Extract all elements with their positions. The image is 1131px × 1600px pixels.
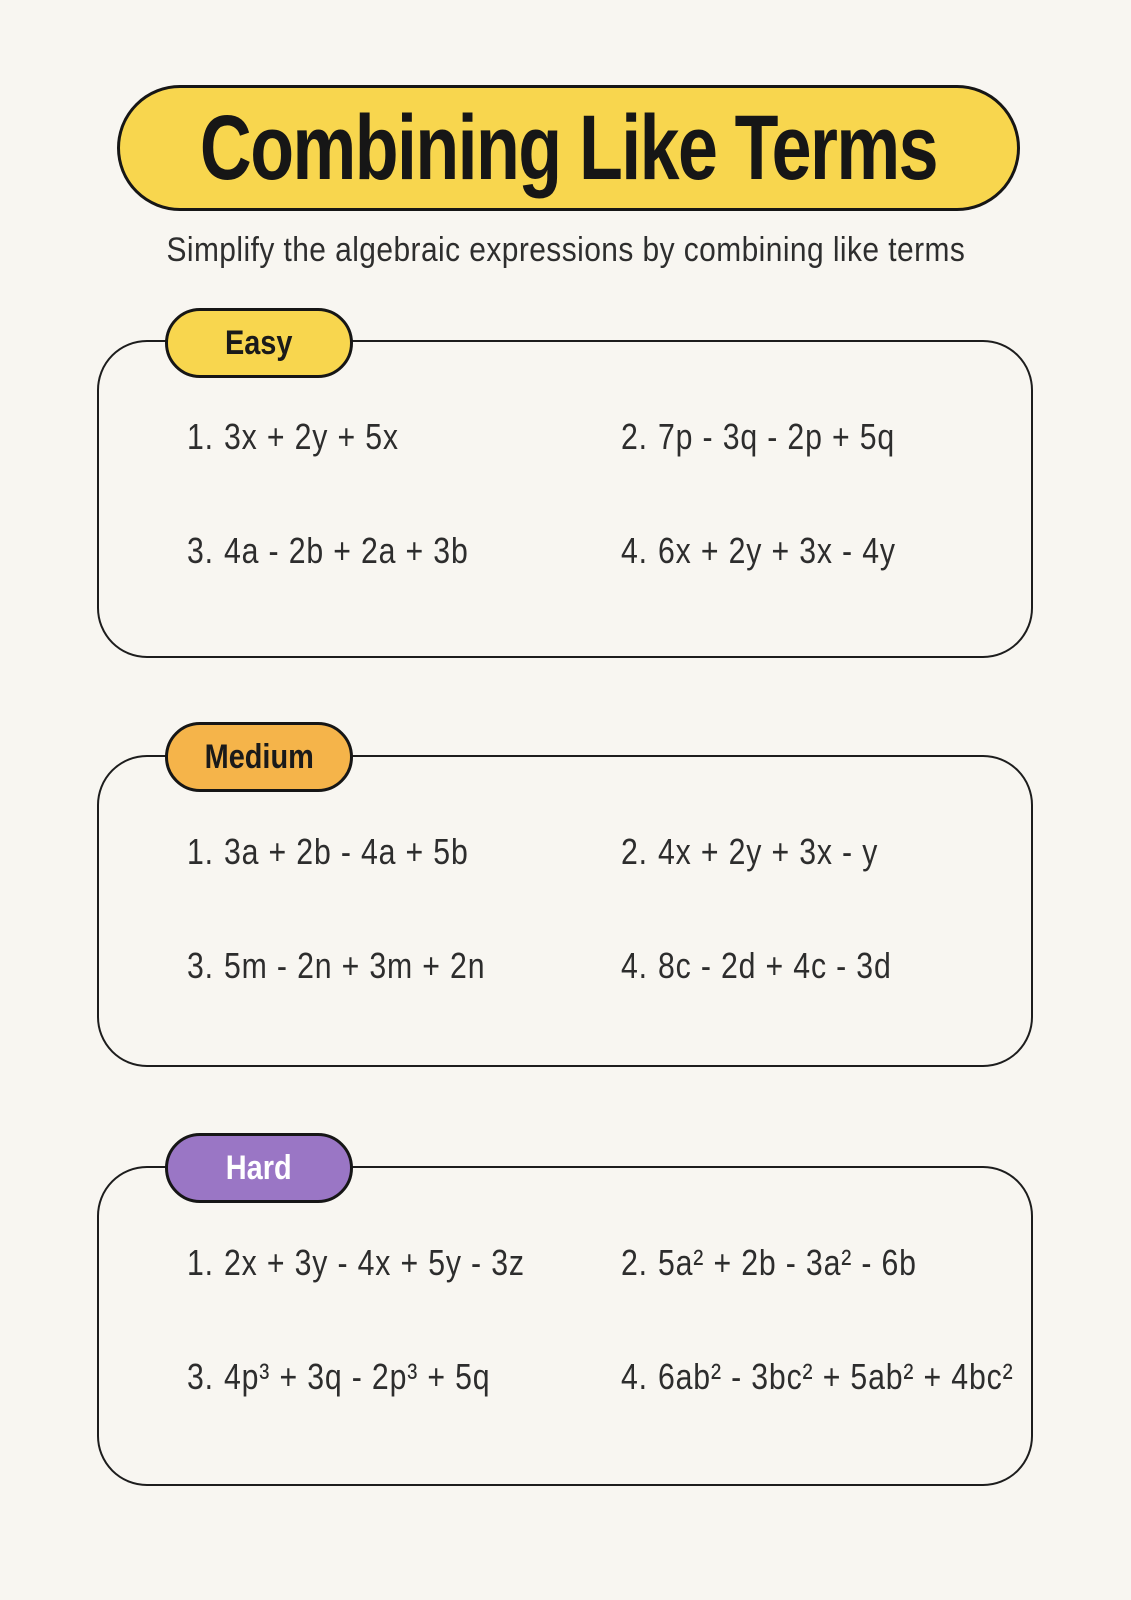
problem-hard-4 — [621, 1355, 1013, 1399]
problem-medium-1 — [187, 830, 469, 874]
subtitle — [0, 231, 1131, 270]
badge-hard — [165, 1133, 353, 1203]
problem-hard-1 — [187, 1241, 525, 1285]
problem-number: 4. — [621, 945, 648, 986]
section-easy — [97, 340, 1033, 658]
problem-easy-1 — [187, 415, 399, 459]
problem-medium-4 — [621, 944, 892, 988]
problem-easy-4 — [621, 529, 896, 573]
problem-expression: 4a - 2b + 2a + 3b — [223, 530, 469, 571]
problem-expression: 4p³ + 3q - 2p³ + 5q — [223, 1356, 491, 1397]
problem-number: 2. — [621, 1242, 648, 1283]
subtitle-text: Simplify the algebraic expressions by combining like terms — [166, 231, 965, 269]
problem-expression: 6ab² - 3bc² + 5ab² + 4bc² — [657, 1356, 1014, 1397]
problem-expression: 3a + 2b - 4a + 5b — [223, 831, 469, 872]
problem-medium-3 — [187, 944, 485, 988]
problem-number: 4. — [621, 530, 648, 571]
problem-expression: 8c - 2d + 4c - 3d — [657, 945, 892, 986]
problem-number: 1. — [187, 416, 214, 457]
badge-hard-label: Hard — [226, 1148, 292, 1187]
problem-expression: 3x + 2y + 5x — [223, 416, 399, 457]
problem-expression: 5a² + 2b - 3a² - 6b — [657, 1242, 917, 1283]
title-banner — [117, 85, 1020, 211]
problem-easy-3 — [187, 529, 469, 573]
problem-expression: 6x + 2y + 3x - 4y — [657, 530, 896, 571]
problem-number: 3. — [187, 945, 214, 986]
section-hard — [97, 1166, 1033, 1486]
problem-number: 1. — [187, 1242, 214, 1283]
problem-number: 2. — [621, 831, 648, 872]
badge-easy-label: Easy — [225, 323, 293, 362]
section-medium — [97, 755, 1033, 1067]
badge-easy — [165, 308, 353, 378]
badge-medium — [165, 722, 353, 792]
problem-number: 1. — [187, 831, 214, 872]
problem-number: 3. — [187, 530, 214, 571]
problem-medium-2 — [621, 830, 878, 874]
problem-easy-2 — [621, 415, 895, 459]
problem-expression: 5m - 2n + 3m + 2n — [223, 945, 486, 986]
problem-expression: 4x + 2y + 3x - y — [657, 831, 879, 872]
badge-medium-label: Medium — [204, 737, 314, 776]
problem-hard-3 — [187, 1355, 490, 1399]
problem-number: 3. — [187, 1356, 214, 1397]
problem-hard-2 — [621, 1241, 917, 1285]
page-title: Combining Like Terms — [199, 96, 938, 199]
problem-expression: 7p - 3q - 2p + 5q — [657, 416, 896, 457]
problem-number: 2. — [621, 416, 648, 457]
problem-number: 4. — [621, 1356, 648, 1397]
problem-expression: 2x + 3y - 4x + 5y - 3z — [223, 1242, 525, 1283]
